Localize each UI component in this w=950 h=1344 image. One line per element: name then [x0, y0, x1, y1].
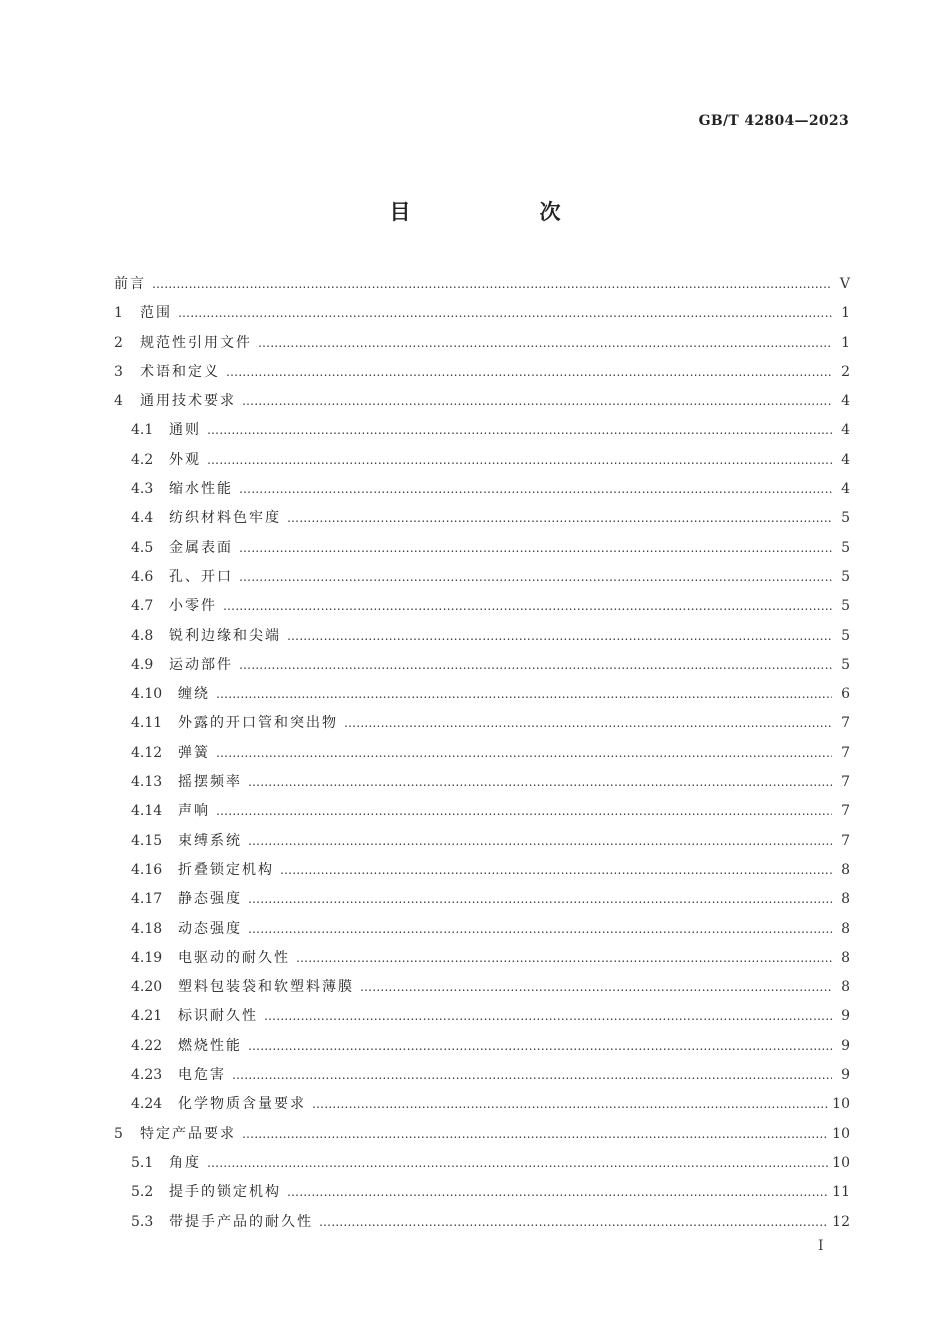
toc-entry[interactable]	[114, 329, 850, 358]
toc-entry-label: 前言	[114, 276, 146, 292]
toc-entry-label: 束缚系统	[178, 832, 242, 849]
toc-entry-label: 纺织材料色牢度	[169, 510, 281, 527]
toc-entry-number: 4.11	[131, 715, 163, 732]
toc-entry[interactable]	[114, 446, 850, 475]
toc-entry[interactable]	[114, 387, 850, 416]
toc-entry[interactable]	[114, 739, 850, 768]
dot-leader	[216, 797, 832, 826]
toc-entry-label: 摇摆频率	[178, 774, 242, 791]
toc-entry-number: 4.18	[131, 920, 163, 937]
toc-entry[interactable]	[114, 973, 850, 1002]
dot-leader	[216, 680, 832, 709]
toc-entry-page: 5	[841, 656, 850, 673]
toc-entry-label: 标识耐久性	[178, 1008, 258, 1025]
toc-entry[interactable]	[114, 475, 850, 504]
dot-leader	[152, 270, 832, 299]
toc-entry-label: 缩水性能	[169, 481, 233, 498]
toc-entry-page: 4	[841, 393, 850, 410]
dot-leader	[223, 592, 832, 621]
toc-entry-label: 外露的开口管和突出物	[178, 715, 338, 732]
toc-entry-label: 电危害	[178, 1067, 226, 1084]
toc-entry-label: 折叠锁定机构	[178, 861, 274, 878]
toc-entry[interactable]	[114, 1149, 850, 1178]
toc-entry-page: 5	[841, 539, 850, 556]
toc-entry[interactable]	[114, 856, 850, 885]
toc-entry-page: 8	[841, 861, 850, 878]
dot-leader	[258, 329, 832, 358]
toc-entry-page: 4	[841, 422, 850, 439]
dot-leader	[207, 1149, 828, 1178]
toc-entry-number: 4.7	[131, 598, 154, 615]
toc-entry-number: 4.9	[131, 656, 154, 673]
toc-entry[interactable]	[114, 416, 850, 445]
dot-leader	[248, 885, 832, 914]
toc-entry[interactable]	[114, 270, 850, 299]
dot-leader	[287, 504, 832, 533]
dot-leader	[178, 299, 832, 328]
toc-entry[interactable]	[114, 1178, 850, 1207]
toc-entry[interactable]	[114, 622, 850, 651]
toc-entry-number: 4.15	[131, 832, 163, 849]
toc-entry-page: 7	[841, 774, 850, 791]
toc-entry-number: 4.24	[131, 1096, 163, 1113]
dot-leader	[207, 416, 832, 445]
toc-entry-label: 运动部件	[169, 656, 233, 673]
dot-leader	[232, 1061, 832, 1090]
toc-entry-page: 5	[841, 568, 850, 585]
toc-entry-page: 9	[841, 1008, 850, 1025]
toc-entry-number: 2	[114, 334, 123, 351]
toc-entry-label: 术语和定义	[140, 363, 220, 380]
toc-entry-number: 4.16	[131, 861, 163, 878]
dot-leader	[312, 1090, 828, 1119]
toc-entry[interactable]	[114, 827, 850, 856]
toc-entry-number: 5.2	[131, 1184, 154, 1201]
toc-entry-page: 9	[841, 1067, 850, 1084]
dot-leader	[287, 1178, 828, 1207]
dot-leader	[239, 563, 832, 592]
toc-entry-label: 规范性引用文件	[140, 334, 252, 351]
dot-leader	[226, 358, 832, 387]
toc-entry-page: 8	[841, 891, 850, 908]
dot-leader	[248, 915, 832, 944]
dot-leader	[287, 622, 832, 651]
toc-entry-number: 4.6	[131, 568, 154, 585]
dot-leader	[264, 1002, 832, 1031]
page-number: I	[818, 1238, 824, 1254]
toc-entry[interactable]	[114, 592, 850, 621]
dot-leader	[248, 1032, 832, 1061]
toc-entry-label: 声响	[178, 803, 210, 820]
toc-entry-number: 3	[114, 363, 123, 380]
toc-entry-page: 2	[841, 363, 850, 380]
toc-entry-number: 4.1	[131, 422, 154, 439]
toc-entry-number: 4.14	[131, 803, 163, 820]
toc-entry-page: 8	[841, 920, 850, 937]
toc-entry-label: 缠绕	[178, 686, 210, 703]
toc-entry-label: 锐利边缘和尖端	[169, 627, 281, 644]
toc-entry[interactable]	[114, 1208, 850, 1237]
dot-leader	[248, 768, 832, 797]
toc-entry[interactable]	[114, 1061, 850, 1090]
toc-entry-label: 通用技术要求	[140, 393, 236, 410]
toc-entry-page: 1	[841, 305, 850, 322]
toc-entry-number: 4.19	[131, 949, 163, 966]
toc-entry-page: 10	[832, 1096, 850, 1113]
dot-leader	[216, 739, 832, 768]
toc-entry-label: 特定产品要求	[140, 1125, 236, 1142]
toc-entry-number: 5.3	[131, 1213, 154, 1230]
toc-entry-number: 5	[114, 1125, 123, 1142]
standard-number: GB/T 42804—2023	[698, 113, 849, 129]
toc-entry-page: 10	[832, 1154, 850, 1171]
toc-entry-label: 角度	[169, 1154, 201, 1171]
toc-entry[interactable]	[114, 885, 850, 914]
toc-entry[interactable]	[114, 534, 850, 563]
toc-entry-number: 4	[114, 393, 123, 410]
toc-entry-page: 5	[841, 627, 850, 644]
table-of-contents	[114, 270, 850, 1237]
toc-entry-page: 11	[832, 1184, 850, 1201]
toc-entry-label: 燃烧性能	[178, 1037, 242, 1054]
toc-entry-page: 6	[841, 686, 850, 703]
dot-leader	[242, 1120, 828, 1149]
toc-entry-number: 4.10	[131, 686, 163, 703]
toc-entry-page: 7	[841, 715, 850, 732]
dot-leader	[360, 973, 832, 1002]
toc-entry-number: 4.8	[131, 627, 154, 644]
toc-entry[interactable]	[114, 768, 850, 797]
toc-entry-label: 静态强度	[178, 891, 242, 908]
dot-leader	[207, 446, 832, 475]
toc-entry[interactable]	[114, 680, 850, 709]
toc-entry-label: 提手的锁定机构	[169, 1184, 281, 1201]
toc-entry-page: 4	[841, 481, 850, 498]
toc-entry-label: 动态强度	[178, 920, 242, 937]
toc-entry[interactable]	[114, 358, 850, 387]
toc-entry-label: 金属表面	[169, 539, 233, 556]
toc-entry-page: 5	[841, 598, 850, 615]
toc-entry-number: 4.23	[131, 1067, 163, 1084]
toc-entry-label: 电驱动的耐久性	[178, 949, 290, 966]
toc-entry[interactable]	[114, 1120, 850, 1149]
toc-entry[interactable]	[114, 944, 850, 973]
toc-entry-label: 塑料包装袋和软塑料薄膜	[178, 979, 354, 996]
toc-entry-page: 5	[841, 510, 850, 527]
toc-entry[interactable]	[114, 797, 850, 826]
toc-entry-label: 通则	[169, 422, 201, 439]
toc-entry-number: 4.12	[131, 744, 163, 761]
dot-leader	[319, 1208, 828, 1237]
toc-entry-page: 1	[841, 334, 850, 351]
toc-entry-label: 带提手产品的耐久性	[169, 1213, 313, 1230]
toc-entry-number: 1	[114, 305, 123, 322]
toc-entry-label: 范围	[140, 305, 172, 322]
toc-entry-page: 8	[841, 949, 850, 966]
toc-entry-number: 4.2	[131, 451, 154, 468]
toc-entry[interactable]	[114, 299, 850, 328]
toc-entry-label: 弹簧	[178, 744, 210, 761]
toc-entry-page: 12	[832, 1213, 850, 1230]
toc-entry-page: 7	[841, 803, 850, 820]
toc-entry[interactable]	[114, 709, 850, 738]
toc-entry-label: 小零件	[169, 598, 217, 615]
dot-leader	[248, 827, 832, 856]
toc-entry-page: 7	[841, 744, 850, 761]
toc-entry-number: 4.17	[131, 891, 163, 908]
dot-leader	[239, 651, 832, 680]
toc-entry-number: 5.1	[131, 1154, 154, 1171]
toc-entry-page: 10	[832, 1125, 850, 1142]
toc-entry[interactable]	[114, 651, 850, 680]
toc-entry[interactable]	[114, 1090, 850, 1119]
toc-entry-number: 4.3	[131, 481, 154, 498]
toc-entry[interactable]	[114, 504, 850, 533]
toc-entry-label: 化学物质含量要求	[178, 1096, 306, 1113]
dot-leader	[280, 856, 832, 885]
dot-leader	[239, 534, 832, 563]
toc-entry-page: V	[839, 276, 850, 292]
toc-entry-label: 孔、开口	[169, 568, 233, 585]
toc-entry[interactable]	[114, 915, 850, 944]
toc-entry-page: 4	[841, 451, 850, 468]
dot-leader	[296, 944, 832, 973]
page-title: 目 次	[389, 200, 615, 224]
toc-entry-number: 4.13	[131, 774, 163, 791]
dot-leader	[242, 387, 832, 416]
dot-leader	[344, 709, 832, 738]
toc-entry-page: 8	[841, 979, 850, 996]
toc-entry-label: 外观	[169, 451, 201, 468]
toc-entry-page: 9	[841, 1037, 850, 1054]
toc-entry[interactable]	[114, 1002, 850, 1031]
dot-leader	[239, 475, 832, 504]
toc-entry[interactable]	[114, 1032, 850, 1061]
toc-entry-number: 4.22	[131, 1037, 163, 1054]
toc-entry-number: 4.20	[131, 979, 163, 996]
toc-entry[interactable]	[114, 563, 850, 592]
toc-entry-number: 4.21	[131, 1008, 163, 1025]
toc-entry-page: 7	[841, 832, 850, 849]
toc-entry-number: 4.4	[131, 510, 154, 527]
toc-entry-number: 4.5	[131, 539, 154, 556]
